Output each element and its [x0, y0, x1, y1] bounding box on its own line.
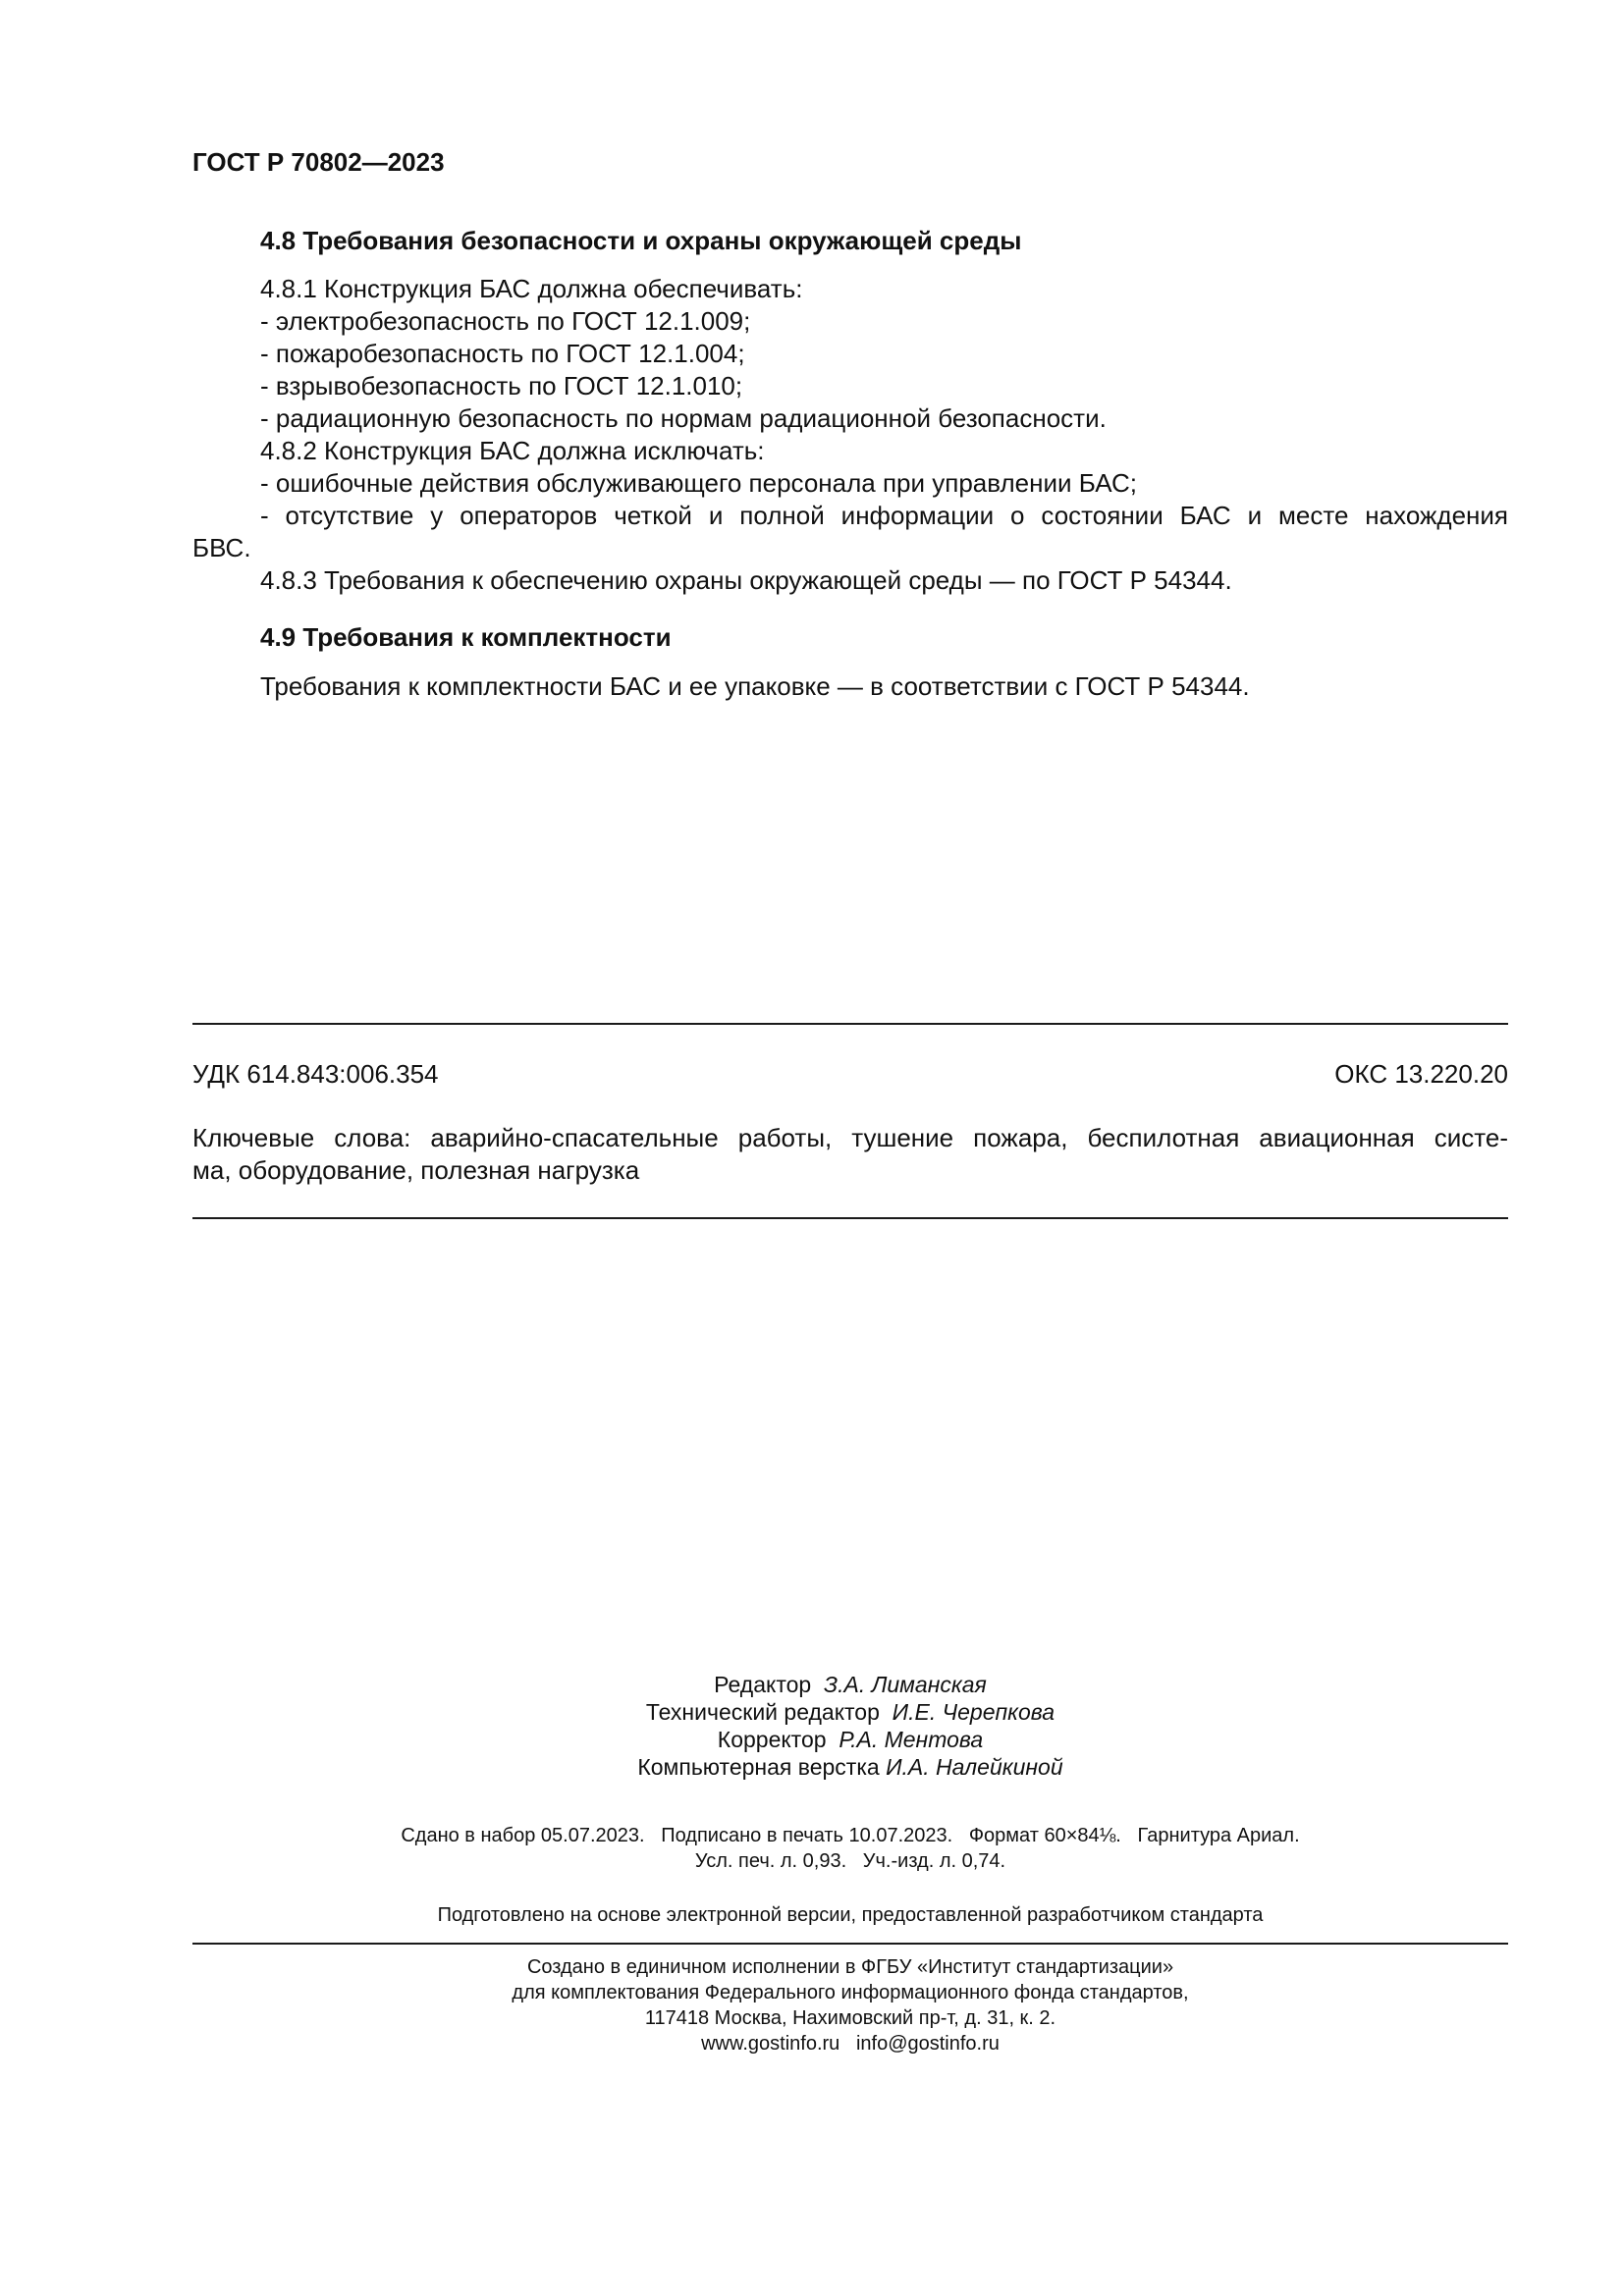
- credit-line: [192, 1671, 1508, 1698]
- imprint-block: [192, 1823, 1508, 1874]
- list-item: - взрывобезопасность по ГОСТ 12.1.010;: [260, 371, 743, 400]
- publisher-divider: [192, 1943, 1508, 1945]
- credits-block: [192, 1671, 1508, 1781]
- publisher-line: 117418 Москва, Нахимовский пр-т, д. 31, к. 2.: [644, 2007, 1056, 2029]
- credit-role: Технический редактор: [645, 1699, 880, 1725]
- section-4-8-title: 4.8 Требования безопасности и охраны окружающей среды: [260, 226, 1022, 255]
- list-item: - радиационную безопасность по нормам радиационной безопасности.: [260, 403, 1107, 433]
- imprint-line: Сдано в набор 05.07.2023. Подписано в печать 10.07.2023. Формат 60×84⅛. Гарнитура Ариал.: [401, 1825, 1300, 1846]
- paragraph-4-9: Требования к комплектности БАС и ее упаковке — в соответствии с ГОСТ Р 54344.: [260, 671, 1250, 701]
- bottom-divider: [192, 1217, 1508, 1219]
- list-item-continuation: БВС.: [192, 533, 251, 562]
- oks-code: ОКС 13.220.20: [1334, 1059, 1508, 1089]
- top-divider: [192, 1023, 1508, 1025]
- keywords-line: ма, оборудование, полезная нагрузка: [192, 1155, 640, 1185]
- credit-line: [192, 1753, 1508, 1781]
- document-number-header: ГОСТ Р 70802—2023: [192, 147, 445, 177]
- list-item: - электробезопасность по ГОСТ 12.1.009;: [260, 306, 751, 336]
- credit-name: З.А. Лиманская: [823, 1672, 987, 1697]
- section-4-9-title: 4.9 Требования к комплектности: [260, 622, 672, 652]
- prepared-note: Подготовлено на основе электронной версии, предоставленной разработчиком стандарта: [437, 1904, 1264, 1926]
- paragraph-4-8-1: 4.8.1 Конструкция БАС должна обеспечивать:: [260, 274, 803, 303]
- paragraph-4-8-3: 4.8.3 Требования к обеспечению охраны окружающей среды — по ГОСТ Р 54344.: [260, 565, 1232, 595]
- credit-role: Корректор: [717, 1727, 827, 1752]
- credit-role: Редактор: [714, 1672, 812, 1697]
- list-item: - отсутствие у операторов четкой и полной информации о состоянии БАС и месте нахождения: [260, 501, 1508, 530]
- udk-code: УДК 614.843:006.354: [192, 1059, 439, 1089]
- credit-name: И.Е. Черепкова: [892, 1699, 1056, 1725]
- publisher-line: Создано в единичном исполнении в ФГБУ «Институт стандартизации»: [526, 1956, 1174, 1978]
- credit-name: И.А. Налейкиной: [886, 1754, 1063, 1780]
- credit-line: [192, 1726, 1508, 1753]
- imprint-line: Усл. печ. л. 0,93. Уч.-изд. л. 0,74.: [694, 1850, 1006, 1872]
- list-item: - ошибочные действия обслуживающего персонала при управлении БАС;: [260, 468, 1138, 498]
- publisher-block: [192, 1954, 1508, 2056]
- paragraph-4-8-2: 4.8.2 Конструкция БАС должна исключать:: [260, 436, 765, 465]
- credit-name: Р.А. Ментова: [839, 1727, 984, 1752]
- credit-line: [192, 1698, 1508, 1726]
- list-item: - пожаробезопасность по ГОСТ 12.1.004;: [260, 339, 745, 368]
- publisher-line: для комплектования Федерального информационного фонда стандартов,: [512, 1982, 1189, 2003]
- publisher-links: www.gostinfo.ru info@gostinfo.ru: [701, 2033, 1000, 2055]
- keywords-line: Ключевые слова: аварийно-спасательные работы, тушение пожара, беспилотная авиационная систе-: [192, 1123, 1508, 1152]
- credit-role: Компьютерная верстка: [637, 1754, 880, 1780]
